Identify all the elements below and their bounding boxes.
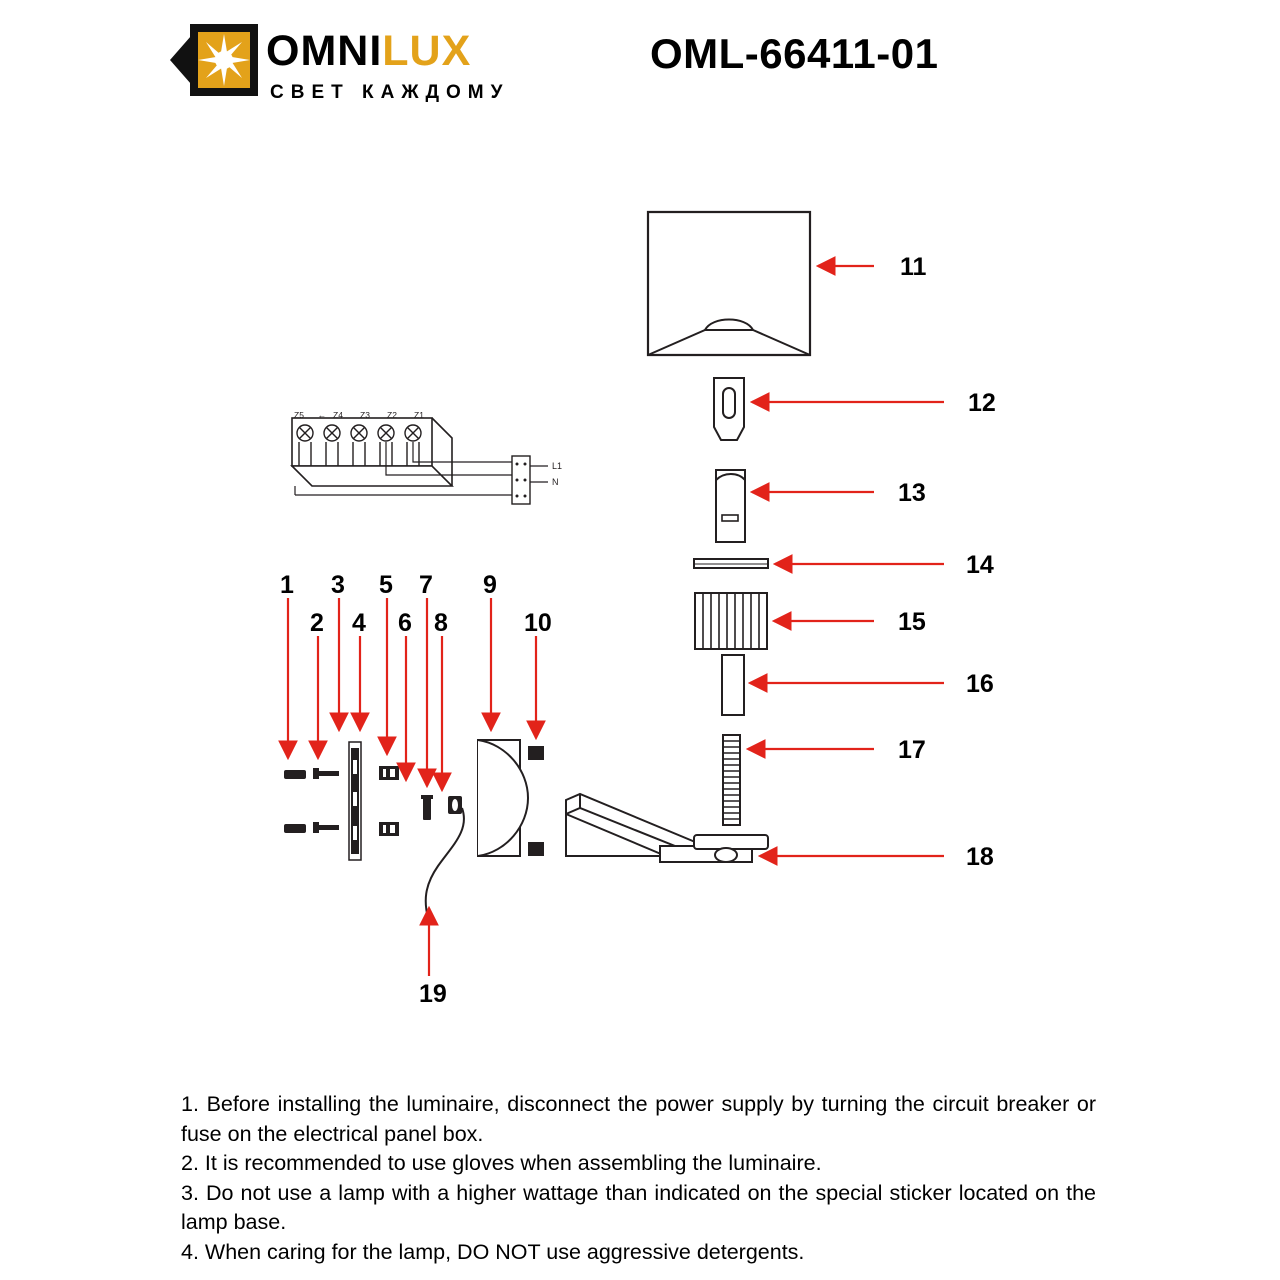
callout-15: 15 [898, 608, 926, 636]
terminal-label-z4: Z4 [333, 410, 343, 420]
part-shade [648, 212, 810, 355]
terminal-label-z3: Z3 [360, 410, 370, 420]
brand-lux: LUX [382, 27, 472, 75]
callout-3: 3 [331, 571, 345, 599]
terminal-arrow: ← [317, 410, 327, 420]
exploded-assembly-diagram [0, 130, 1280, 1060]
callout-8: 8 [434, 609, 448, 637]
part-washer-ring [694, 559, 768, 568]
diagram-svg [0, 130, 1280, 1060]
callout-13: 13 [898, 479, 926, 507]
header [0, 0, 1280, 130]
callout-10: 10 [524, 609, 552, 637]
part-socket-cover [714, 378, 744, 440]
callout-11: 11 [900, 253, 927, 281]
note-3: 3. Do not use a lamp with a higher wattage than indicated on the special sticker located on the lamp base. [181, 1180, 1096, 1234]
omnilux-logo-icon [168, 14, 260, 106]
brand-tagline: СВЕТ КАЖДОМУ [270, 82, 510, 103]
brand-logo [168, 12, 588, 112]
callout-12: 12 [968, 389, 996, 417]
terminal-label-z2: Z2 [387, 410, 397, 420]
note-4: 4. When caring for the lamp, DO NOT use aggressive detergents. [181, 1239, 805, 1264]
terminal-block-diagram [292, 410, 562, 504]
wire-label-l1: L1 [552, 461, 563, 471]
terminal-label-z1: Z1 [414, 410, 424, 420]
terminal-label-z5: Z5 [294, 410, 304, 420]
callout-6: 6 [398, 609, 412, 637]
part-spacer-tube [722, 655, 744, 715]
callout-18: 18 [966, 843, 994, 871]
part-socket-body [716, 470, 745, 542]
wire-label-n: N [552, 477, 559, 487]
note-1: 1. Before installing the luminaire, disconnect the power supply by turning the circuit breaker or fuse on the electrical panel box. [181, 1092, 1096, 1146]
note-2: 2. It is recommended to use gloves when assembling the luminaire. [181, 1151, 822, 1175]
part-threaded-sleeve [695, 593, 767, 649]
callout-17: 17 [898, 736, 926, 764]
callout-16: 16 [966, 670, 994, 698]
callout-9: 9 [483, 571, 497, 599]
callout-4: 4 [352, 609, 366, 637]
callout-7: 7 [419, 571, 433, 599]
brand-omni: OMNI [266, 27, 383, 75]
callout-1: 1 [280, 571, 294, 599]
part-threaded-rod [723, 735, 740, 825]
page-title: OML-66411-01 [650, 30, 939, 77]
brand-wordmark [266, 28, 471, 74]
callout-2: 2 [310, 609, 324, 637]
callout-14: 14 [966, 551, 994, 579]
callout-19: 19 [419, 980, 447, 1008]
part-group-hardware [284, 740, 544, 918]
callout-5: 5 [379, 571, 393, 599]
safety-notes [181, 1090, 1096, 1267]
